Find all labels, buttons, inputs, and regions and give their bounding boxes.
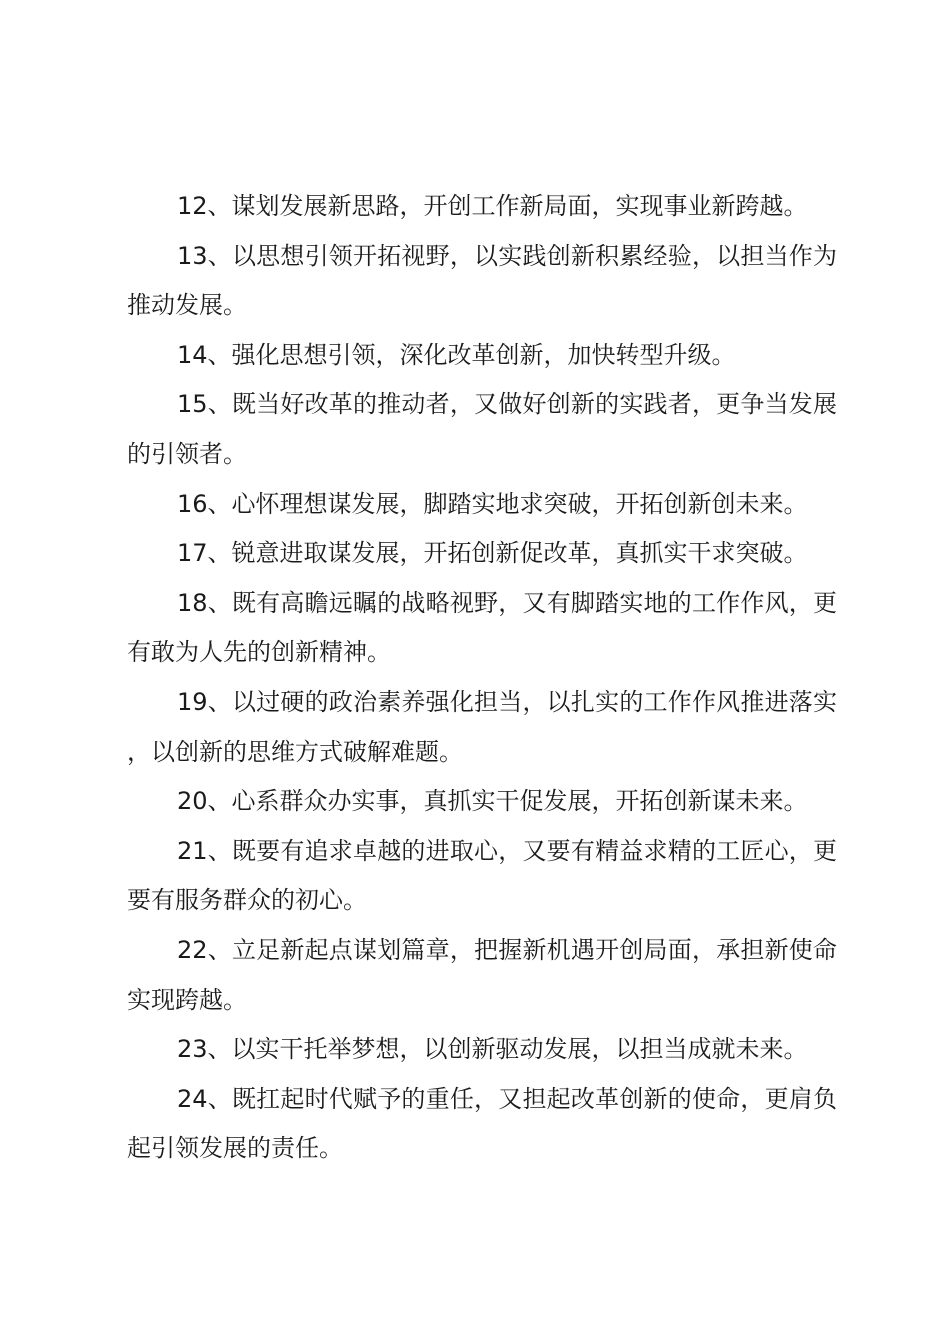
paragraph-19: 19、以过硬的政治素养强化担当，以扎实的工作作风推进落实，以创新的思维方式破解难题。: [127, 687, 837, 766]
paragraph-16: 16、心怀理想谋发展，脚踏实地求突破，开拓创新创未来。: [177, 489, 808, 518]
paragraph-17: 17、锐意进取谋发展，开拓创新促改革，真抓实干求突破。: [177, 539, 808, 568]
paragraph-23: 23、以实干托举梦想，以创新驱动发展，以担当成就未来。: [177, 1035, 808, 1064]
paragraph-12: 12、谋划发展新思路，开创工作新局面，实现事业新跨越。: [177, 192, 808, 220]
paragraph-18: 18、既有高瞻远瞩的战略视野，又有脚踏实地的工作作风，更有敢为人先的创新精神。: [127, 588, 837, 667]
paragraph-24: 24、既扛起时代赋予的重任，又担起改革创新的使命，更肩负起引领发展的责任。: [127, 1084, 837, 1163]
paragraph-14: 14、强化思想引领，深化改革创新，加快转型升级。: [177, 340, 736, 369]
paragraph-22: 22、立足新起点谋划篇章，把握新机遇开创局面，承担新使命实现跨越。: [127, 935, 837, 1014]
paragraph-13: 13、以思想引领开拓视野，以实践创新积累经验，以担当作为推动发展。: [127, 241, 837, 320]
paragraph-20: 20、心系群众办实事，真抓实干促发展，开拓创新谋未来。: [177, 787, 808, 816]
document-body: [127, 182, 837, 1174]
paragraph-21: 21、既要有追求卓越的进取心，又要有精益求精的工匠心，更要有服务群众的初心。: [127, 836, 837, 915]
paragraph-15: 15、既当好改革的推动者，又做好创新的实践者，更争当发展的引领者。: [127, 390, 837, 468]
